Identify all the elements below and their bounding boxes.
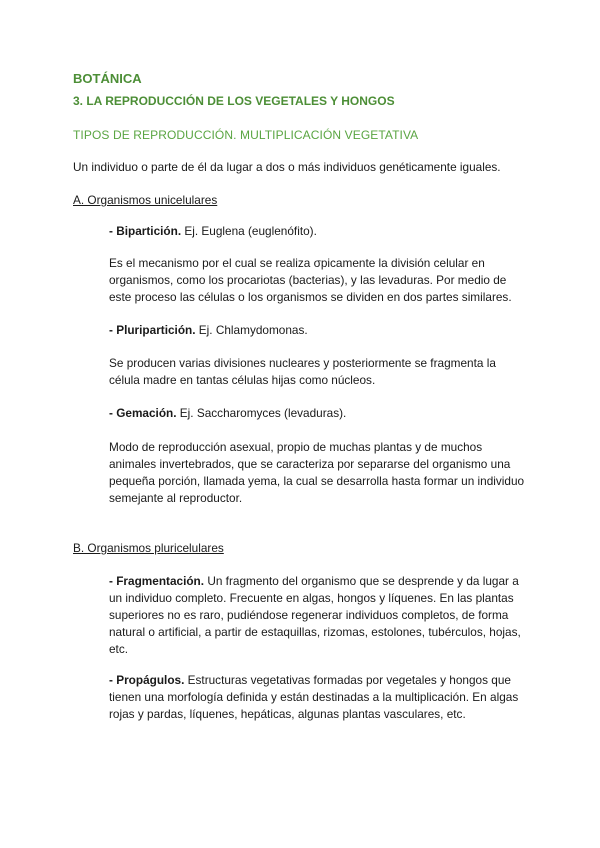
biparticion-term: - Bipartición. (109, 224, 182, 238)
group-a-heading: A. Organismos unicelulares (73, 193, 218, 207)
gemacion-example: Ej. Saccharomyces (levaduras). (176, 406, 347, 420)
gemacion-term: - Gemación. (109, 406, 177, 420)
biparticion-example: Ej. Euglena (euglenófito). (181, 224, 317, 238)
fragmentacion-term: - Fragmentación. (109, 574, 205, 588)
gemacion-item (109, 405, 529, 422)
propagulos-item (109, 672, 529, 723)
pluriparticion-term: - Pluripartición. (109, 323, 196, 337)
fragmentacion-item (109, 573, 529, 658)
propagulos-term: - Propágulos. (109, 673, 185, 687)
pluriparticion-description: Se producen varias divisiones nucleares y posteriormente se fragmenta la célula madre en tantas células hijas como núcleos. (109, 356, 496, 387)
pluriparticion-item (109, 322, 529, 339)
group-b-heading: B. Organismos pluricelulares (73, 541, 224, 555)
biparticion-description: Es el mecanismo por el cual se realiza σpicamente la división celular en organismos, como los procariotas (bacterias), y las levaduras. Por medio de este proceso las células o los organismos se dividen en dos partes similares. (109, 256, 512, 304)
section-heading: TIPOS DE REPRODUCCIÓN. MULTIPLICACIÓN VEGETATIVA (73, 128, 419, 142)
fragmentacion-text: Un fragmento del organismo que se desprende y da lugar a un individuo completo. Frecuente en algas, hongos y líquenes. En las plantas superiores no es raro, pudiéndose regenerar individuos completos, de forma natural o artificial, a partir de estaquillas, rizomas, estolones, tubérculos, hojas, etc. (109, 574, 521, 656)
biparticion-item (109, 223, 529, 240)
document-title: BOTÁNICA (73, 71, 142, 86)
propagulos-text: Estructuras vegetativas formadas por vegetales y hongos que tienen una morfología definida y están destinadas a la multiplicación. En algas rojas y pardas, líquenes, hepáticas, algunas plantas vasculares, etc. (109, 673, 519, 721)
gemacion-description: Modo de reproducción asexual, propio de muchas plantas y de muchos animales invertebrados, que se caracteriza por separarse del organismo una pequeña porción, llamada yema, la cual se desarrolla hasta formar un individuo semejante al reproductor. (109, 440, 525, 505)
pluriparticion-example: Ej. Chlamydomonas. (195, 323, 308, 337)
chapter-heading: 3. LA REPRODUCCIÓN DE LOS VEGETALES Y HONGOS (73, 94, 395, 108)
intro-paragraph: Un individuo o parte de él da lugar a dos o más individuos genéticamente iguales. (73, 160, 501, 174)
